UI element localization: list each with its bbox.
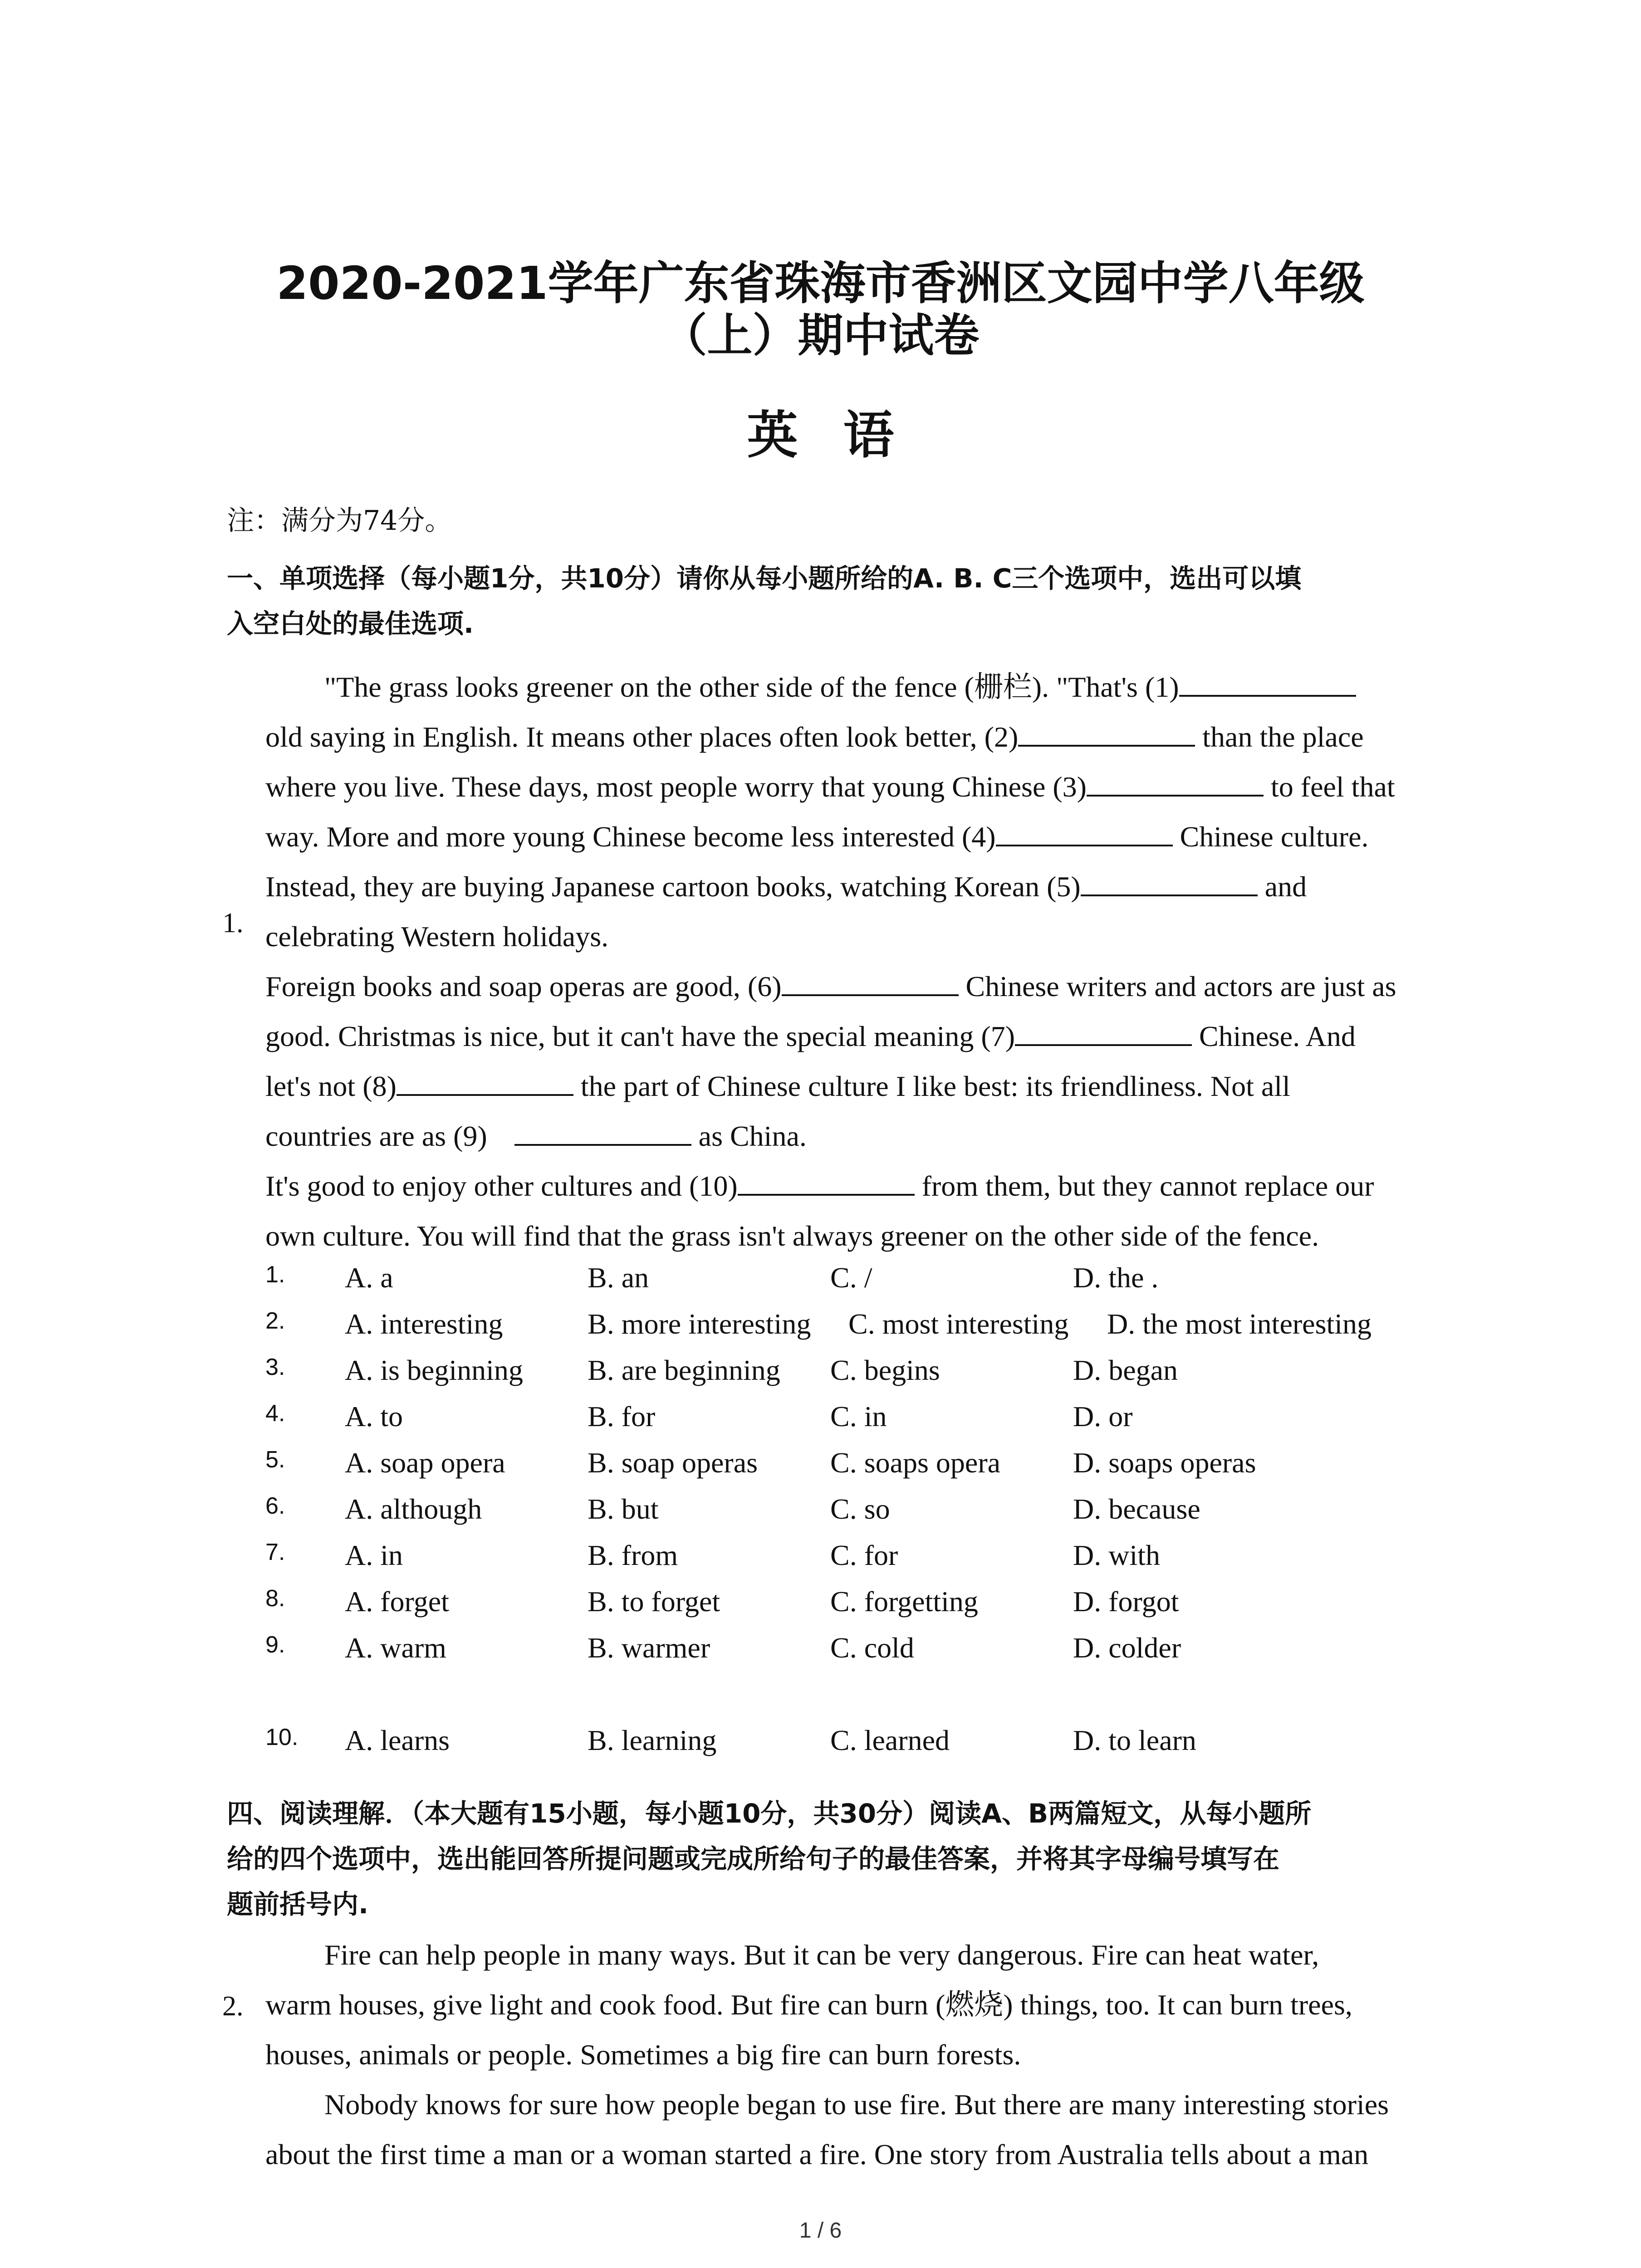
option-d[interactable]: D. to learn [1073, 1724, 1196, 1756]
reading-passage [265, 1930, 1463, 2180]
passage-line: old saying in English. It means other places often look better, (2) than the place [265, 712, 1463, 762]
option-row: 8. A. forget B. to forget C. forgetting D. forgot [265, 1585, 1179, 1618]
exam-title-line1: 2020-2021学年广东省珠海市香洲区文园中学八年级 [276, 257, 1365, 310]
answer-blank-9[interactable] [514, 1119, 691, 1146]
passage-line: way. More and more young Chinese become less interested (4) Chinese culture. [265, 812, 1463, 862]
question-number-2: 2. [222, 1991, 244, 2022]
option-a[interactable]: A. soap opera [345, 1447, 505, 1479]
passage-line: own culture. You will find that the grass isn't always greener on the other side of the fence. [265, 1220, 1319, 1252]
option-c[interactable]: C. begins [830, 1354, 940, 1386]
option-row: 6. A. although B. but C. so D. because [265, 1493, 1200, 1525]
passage-line: It's good to enjoy other cultures and (10) from them, but they cannot replace our [265, 1161, 1463, 1211]
option-d[interactable]: D. because [1073, 1493, 1200, 1525]
option-a[interactable]: A. forget [345, 1585, 449, 1618]
answer-blank-1[interactable] [1179, 670, 1356, 697]
option-d[interactable]: D. the most interesting [1107, 1308, 1372, 1340]
option-row: 5. A. soap opera B. soap operas C. soaps opera D. soaps operas [265, 1447, 1256, 1479]
passage-line: "The grass looks greener on the other side of the fence (栅栏). "That's (1) [265, 662, 1463, 712]
option-row: 10. A. learns B. learning C. learned D. to learn [265, 1724, 1196, 1756]
option-a[interactable]: A. learns [345, 1724, 450, 1756]
option-c[interactable]: C. / [830, 1261, 872, 1294]
option-b[interactable]: B. an [588, 1261, 649, 1294]
option-b[interactable]: B. warmer [588, 1632, 710, 1664]
answer-blank-10[interactable] [738, 1168, 915, 1196]
option-c[interactable]: C. most interesting [848, 1308, 1069, 1340]
option-d[interactable]: D. forgot [1073, 1585, 1179, 1618]
section4-heading-line2: 给的四个选项中，选出能回答所提问题或完成所给句子的最佳答案，并将其字母编号填写在 [227, 1843, 1280, 1874]
answer-blank-4[interactable] [996, 819, 1173, 846]
passage-line: where you live. These days, most people worry that young Chinese (3) to feel that [265, 762, 1463, 812]
passage-line: countries are as (9) as China. [265, 1111, 1463, 1161]
option-a[interactable]: A. to [345, 1400, 403, 1432]
passage-line: good. Christmas is nice, but it can't have the special meaning (7) Chinese. And [265, 1012, 1463, 1061]
answer-blank-7[interactable] [1015, 1019, 1192, 1046]
option-b[interactable]: B. for [588, 1400, 656, 1432]
passage-line: let's not (8) the part of Chinese culture I like best: its friendliness. Not all [265, 1061, 1463, 1111]
option-c[interactable]: C. in [830, 1400, 887, 1432]
option-c[interactable]: C. soaps opera [830, 1447, 1001, 1479]
option-a[interactable]: A. a [345, 1261, 393, 1294]
option-row: 7. A. in B. from C. for D. with [265, 1539, 1160, 1571]
option-row: 1. A. a B. an C. / D. the . [265, 1261, 1159, 1294]
option-b[interactable]: B. are beginning [588, 1354, 780, 1386]
option-b[interactable]: B. but [588, 1493, 659, 1525]
option-a[interactable]: A. warm [345, 1632, 446, 1664]
passage-line: warm houses, give light and cook food. But fire can burn (燃烧) things, too. It can burn trees, [265, 1989, 1352, 2021]
option-a[interactable]: A. in [345, 1539, 403, 1571]
answer-blank-6[interactable] [782, 969, 959, 996]
option-b[interactable]: B. learning [588, 1724, 717, 1756]
section1-heading-line1: 一、单项选择（每小题1分，共10分）请你从每小题所给的A. B. C三个选项中，选出可以填 [227, 563, 1302, 594]
exam-title-line2: （上）期中试卷 [661, 309, 980, 362]
option-b[interactable]: B. from [588, 1539, 678, 1571]
option-b[interactable]: B. soap operas [588, 1447, 758, 1479]
section4-heading [227, 1791, 1461, 1927]
option-d[interactable]: D. the . [1073, 1261, 1159, 1294]
option-c[interactable]: C. forgetting [830, 1585, 978, 1618]
answer-blank-2[interactable] [1018, 719, 1195, 747]
option-b[interactable]: B. more interesting [588, 1308, 811, 1340]
passage-line: Foreign books and soap operas are good, (6) Chinese writers and actors are just as [265, 962, 1463, 1012]
subject-heading: 英语 [747, 406, 940, 465]
option-b[interactable]: B. to forget [588, 1585, 720, 1618]
option-d[interactable]: D. soaps operas [1073, 1447, 1256, 1479]
option-c[interactable]: C. so [830, 1493, 890, 1525]
option-a[interactable]: A. interesting [345, 1308, 503, 1340]
passage-line: houses, animals or people. Sometimes a big fire can burn forests. [265, 2038, 1021, 2071]
score-note: 注：满分为74分。 [227, 505, 452, 537]
answer-blank-3[interactable] [1087, 769, 1264, 797]
passage-line: Instead, they are buying Japanese cartoon books, watching Korean (5) and [265, 862, 1463, 912]
section4-heading-line1: 四、阅读理解．（本大题有15小题，每小题10分，共30分）阅读A、B两篇短文，从每小题所 [227, 1798, 1312, 1829]
option-a[interactable]: A. although [345, 1493, 482, 1525]
passage-line: Fire can help people in many ways. But it can be very dangerous. Fire can heat water, [324, 1939, 1319, 1971]
option-c[interactable]: C. cold [830, 1632, 914, 1664]
option-d[interactable]: D. or [1073, 1400, 1133, 1432]
option-d[interactable]: D. began [1073, 1354, 1178, 1386]
page-number: 1 / 6 [799, 2219, 842, 2243]
section1-heading [227, 556, 1461, 646]
option-row: 9. A. warm B. warmer C. cold D. colder [265, 1632, 1181, 1664]
option-c[interactable]: C. learned [830, 1724, 950, 1756]
option-row: 4. A. to B. for C. in D. or [265, 1400, 1133, 1432]
cloze-passage [265, 662, 1463, 1261]
passage-line: Nobody knows for sure how people began to use fire. But there are many interesting stories [324, 2088, 1389, 2121]
passage-line: celebrating Western holidays. [265, 920, 609, 953]
passage-line: about the first time a man or a woman started a fire. One story from Australia tells about a man [265, 2138, 1369, 2170]
option-c[interactable]: C. for [830, 1539, 898, 1571]
question-number-1: 1. [222, 908, 244, 938]
option-d[interactable]: D. with [1073, 1539, 1160, 1571]
section4-heading-line3: 题前括号内. [227, 1889, 369, 1920]
answer-blank-8[interactable] [397, 1069, 573, 1096]
section1-heading-line2: 入空白处的最佳选项. [227, 608, 474, 639]
option-a[interactable]: A. is beginning [345, 1354, 523, 1386]
option-row: 3. A. is beginning B. are beginning C. begins D. began [265, 1354, 1178, 1386]
option-d[interactable]: D. colder [1073, 1632, 1181, 1664]
answer-blank-5[interactable] [1081, 869, 1258, 896]
option-row: 2. A. interesting B. more interesting C. most interesting D. the most interesting [265, 1308, 1372, 1340]
